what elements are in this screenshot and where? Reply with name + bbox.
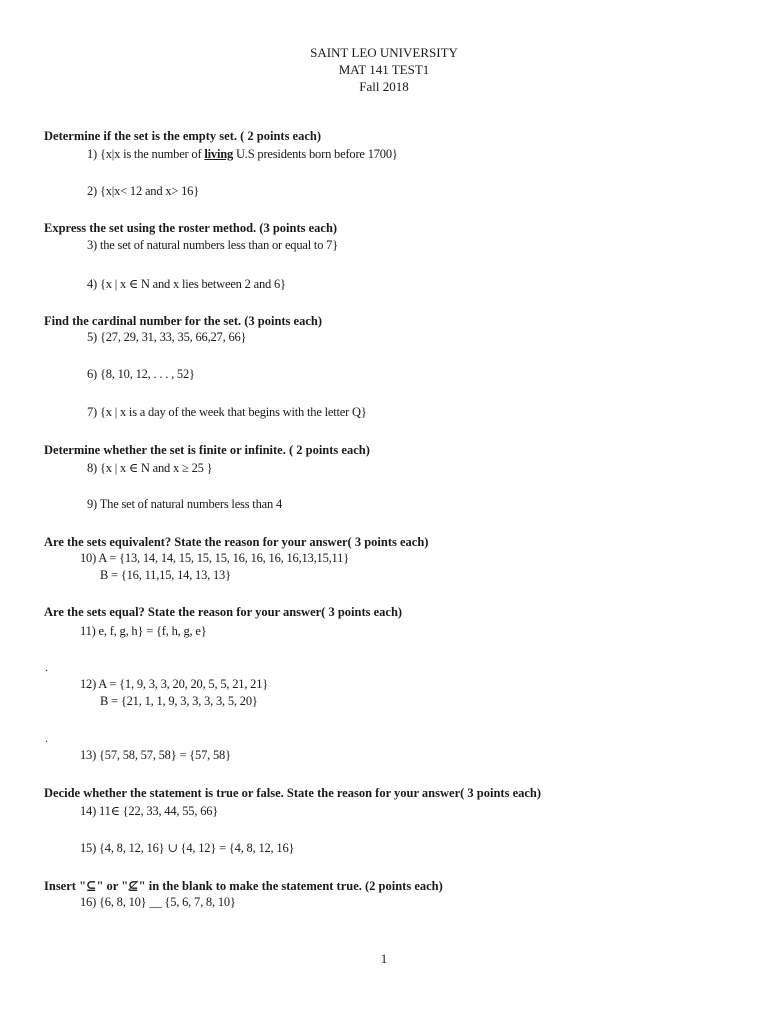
question-1-pre: 1) {x|x is the number of: [87, 147, 205, 161]
section-cardinal-number: Find the cardinal number for the set. (3 points each): [44, 314, 323, 328]
section-equivalent-sets: Are the sets equivalent? State the reason for your answer( 3 points each): [44, 535, 429, 549]
question-4: 4) {x | x ∈ N and x lies between 2 and 6}: [87, 277, 286, 291]
question-10-b: B = {16, 11,15, 14, 13, 13}: [100, 568, 231, 582]
question-5: 5) {27, 29, 31, 33, 35, 66,27, 66}: [87, 330, 247, 344]
question-15: 15) {4, 8, 12, 16} ∪ {4, 12} = {4, 8, 12, 16}: [80, 841, 295, 855]
question-13: 13) {57, 58, 57, 58} = {57, 58}: [80, 748, 231, 762]
question-7: 7) {x | x is a day of the week that begins with the letter Q}: [87, 405, 367, 419]
question-1-emphasis: living: [204, 147, 234, 161]
question-1: [87, 147, 398, 162]
question-14: 14) 11∈ {22, 33, 44, 55, 66}: [80, 804, 219, 818]
question-11: 11) e, f, g, h} = {f, h, g, e}: [80, 624, 207, 638]
stray-dot-1: .: [45, 660, 48, 674]
university-name: SAINT LEO UNIVERSITY: [310, 45, 458, 60]
question-8: 8) {x | x ∈ N and x ≥ 25 }: [87, 461, 213, 475]
section-true-false: Decide whether the statement is true or false. State the reason for your answer( 3 points each): [44, 786, 542, 800]
stray-dot-2: .: [45, 731, 48, 745]
section-roster-method: Express the set using the roster method. (3 points each): [44, 221, 338, 235]
course-title: MAT 141 TEST1: [338, 62, 430, 77]
page-number: 1: [380, 951, 388, 966]
section-subset-insert: Insert "⊆" or "⊈" in the blank to make the statement true. (2 points each): [44, 879, 443, 893]
question-6: 6) {8, 10, 12, . . . , 52}: [87, 367, 195, 381]
section-empty-set: Determine if the set is the empty set. ( 2 points each): [44, 129, 322, 143]
question-16: 16) {6, 8, 10} __ {5, 6, 7, 8, 10}: [80, 895, 236, 909]
question-12-b: B = {21, 1, 1, 9, 3, 3, 3, 3, 5, 20}: [100, 694, 258, 708]
question-2: 2) {x|x< 12 and x> 16}: [87, 184, 200, 198]
question-3: 3) the set of natural numbers less than or equal to 7}: [87, 238, 339, 252]
section-equal-sets: Are the sets equal? State the reason for your answer( 3 points each): [44, 605, 403, 619]
question-12-a: 12) A = {1, 9, 3, 3, 20, 20, 5, 5, 21, 21}: [80, 677, 269, 691]
term: Fall 2018: [359, 79, 409, 94]
question-9: 9) The set of natural numbers less than 4: [87, 497, 282, 511]
question-10-a: 10) A = {13, 14, 14, 15, 15, 15, 16, 16, 16, 16,13,15,11}: [80, 551, 349, 565]
question-1-post: U.S presidents born before 1700}: [233, 147, 398, 161]
section-finite-infinite: Determine whether the set is finite or infinite. ( 2 points each): [44, 443, 370, 457]
